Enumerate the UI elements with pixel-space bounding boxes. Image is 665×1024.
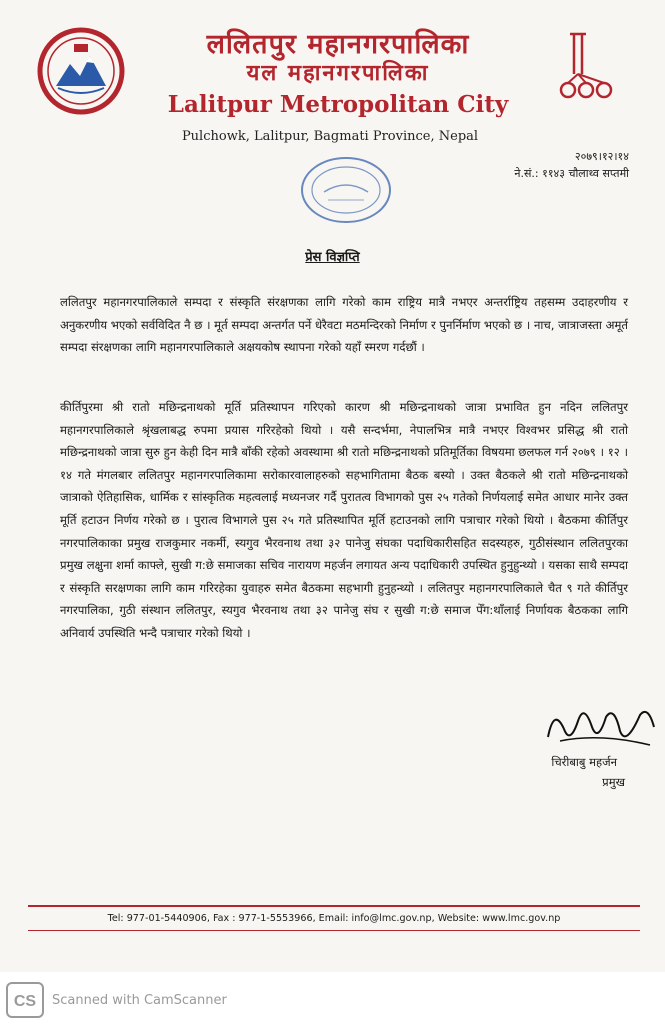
title-newar: यल महानगरपालिका (246, 61, 430, 86)
title-english: Lalitpur Metropolitan City (167, 91, 509, 118)
press-release-heading: प्रेस विज्ञप्ति (305, 250, 360, 265)
scanner-label: Scanned with CamScanner (52, 993, 227, 1008)
office-stamp (296, 150, 396, 230)
lalitpur-logo (36, 26, 126, 116)
footer-rule-bottom (28, 930, 640, 931)
svg-text:CS: CS (13, 993, 37, 1010)
reference-number: ने.सं.: ११४३ चौलाथ्व सप्तमी (514, 167, 629, 180)
signature (540, 697, 660, 757)
letter-date: २०७९।१२।१४ (574, 150, 629, 163)
paragraph-2: कीर्तिपुरमा श्री रातो मछिन्द्रनाथको मूर्ति प्रतिस्थापन गरिएको कारण श्री मछिन्द्रनाथको जात्रा प्रभावित हुन नदिन ललितपुर महानगरपालिकाले श्रृंखलाबद्ध रुपमा प्रयास गरिरहेको थियो । यसै सन्दर्भमा, नेपालभित्र मात्रै नभएर विश्वभर प्रसिद्ध श्री रातो मछिन्द्रनाथको जात्रा सुरु हुन केही दिन मात्रै बाँकी रहेको अवस्थामा श्री रातो मछिन्द्रनाथको प्रतिमूर्तिका विषयमा छलफल गर्न २०७९ । १२ । १४ गते मंगलबार ललितपुर महानगरपालिकामा सरोकारवालाहरुको सहभागितामा बैठक बस्यो । उक्त बैठकले श्री रातो मछिन्द्रनाथको जात्राको ऐतिहासिक, धार्मिक र सांस्कृतिक महत्वलाई मध्यनजर गर्दै पुरातत्व विभागको पुस २५ गतेको निर्णयलाई समेत आधार मानेर उक्त मूर्ति हटाउन निर्णय गरेको छ । पुरात्व विभागले पुस २५ गते प्रतिस्थापित मूर्ति हटाउनको लागि पत्राचार गरेको थियो । बैठकमा कीर्तिपुर नगरपालिकाका प्रमुख राजकुमार नकर्मी, स्यगुव भैरवनाथ तथा ३२ पानेजु संघका पदाधिकारीसहित सदस्यहरु, गुठीसंस्थान ललितपुरका प्रमुख लक्षुना शर्मा काफ्ले, सुखी ग:छे समाजका सचिव नारायण महर्जन लगायत अन्य पदाधिकारी उपस्थित हुनुहुन्थ्यो । यसका साथै सम्पदा र संस्कृति सरक्षणका लागि काम गरिरहेका युवाहरु समेत बैठकमा सहभागी हुनुहन्थ्यो । ललितपुर महानगरपालिकाले चैत ९ गते कीर्तिपुर नगरपालिका, गुठी संस्थान ललितपुर, स्यगुव भैरवनाथ तथा ३२ पानेजु संघ र सुखी ग:छे समाज पेँग:थाँलाई निर्णायक बैठकका लागि अनिवार्य उपस्थिति भन्दै पत्राचार गरेको थियो । (60, 400, 628, 640)
address: Pulchowk, Lalitpur, Bagmati Province, Nepal (181, 129, 479, 144)
signer-name: चिरीबाबु महर्जन (551, 755, 617, 769)
paragraph-1: ललितपुर महानगरपालिकाले सम्पदा र संस्कृति संरक्षणका लागि गरेको काम राष्ट्रिय मात्रै नभएर अन्तर्राष्ट्रिय तहसम्म उदाहरणीय र अनुकरणीय भएको सर्वविदित नै छ । मूर्त सम्पदा अन्तर्गत पर्ने धेरैवटा मठमन्दिरको निर्माण र पुनर्निर्माण भएको छ । नाच, जात्राजस्ता अमूर्त सम्पदा संरक्षणका लागि महानगरपालिकाले अक्षयकोष स्थापना गरेको यहाँ स्मरण गर्दछौं । (60, 295, 628, 355)
camscanner-logo-icon (6, 982, 44, 1018)
footer-rule (28, 905, 640, 907)
footer-contact: Tel: 977-01-5440906, Fax : 977-1-5553966, Email: info@lmc.gov.np, Website: www.lmc.gov.np (107, 913, 561, 924)
title-nepali: ललितपुर महानगरपालिका (206, 29, 470, 60)
signer-title: प्रमुख (602, 775, 625, 789)
conch-emblem (556, 28, 616, 108)
